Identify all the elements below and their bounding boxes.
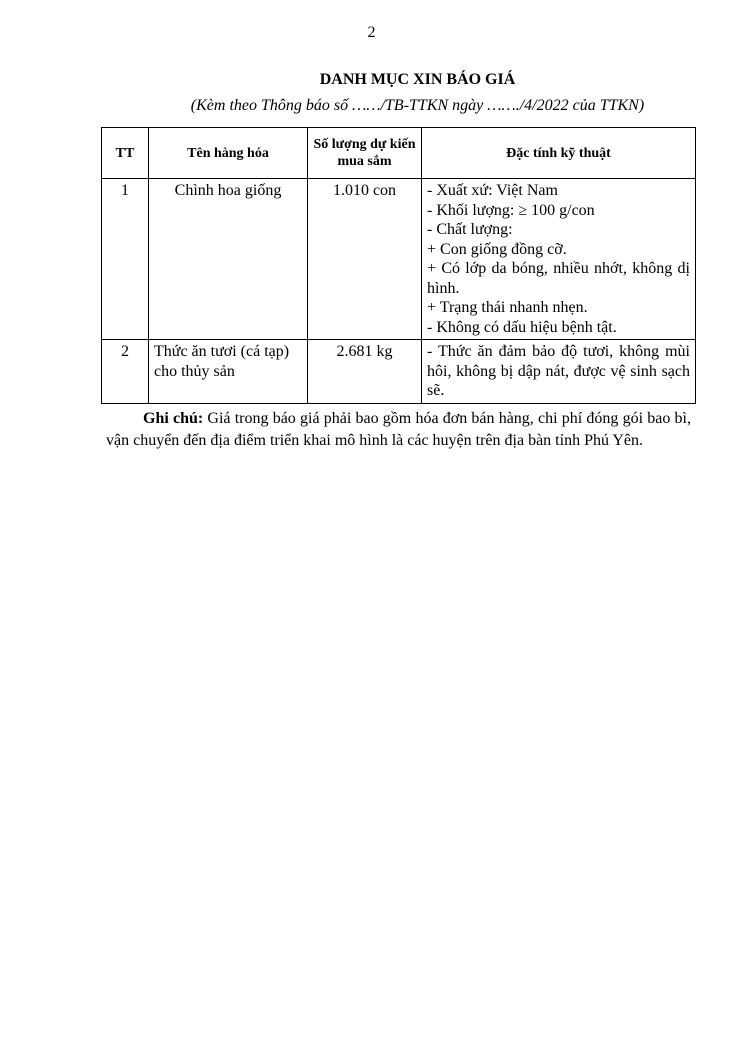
spec-line: - Chất lượng: [427, 221, 513, 238]
row-name: Chình hoa giống [149, 179, 308, 340]
page-number: 2 [367, 24, 376, 41]
note-text: Giá trong báo giá phải bao gồm hóa đơn bán hàng, chi phí đóng gói bao bì, vận chuyển đến địa điểm triển khai mô hình là các huyện trên địa bàn tỉnh Phú Yên. [106, 410, 691, 449]
header-tt: TT [102, 128, 149, 179]
document-title: DANH MỤC XIN BÁO GIÁ [319, 71, 516, 88]
document-subtitle: (Kèm theo Thông báo số ……/TB-TTKN ngày ……./4/2022 của TTKN) [190, 97, 645, 114]
row-tt: 2 [102, 340, 149, 404]
header-spec: Đặc tính kỹ thuật [422, 128, 696, 179]
note-label: Ghi chú: [143, 410, 204, 427]
row-qty: 2.681 kg [308, 340, 422, 404]
table-header-row [102, 128, 696, 179]
table-row [102, 179, 696, 340]
spec-line: + Trạng thái nhanh nhẹn. [427, 299, 588, 316]
row-tt: 1 [102, 179, 149, 340]
spec-line: - Không có dấu hiệu bệnh tật. [427, 318, 617, 336]
header-qty: Số lượng dự kiến mua sắm [308, 128, 422, 179]
spec-line: - Thức ăn đảm bảo độ tươi, không mùi hôi, không bị dập nát, được vệ sinh sạch sẽ. [427, 343, 690, 399]
row-name: Thức ăn tươi (cá tạp) cho thủy sản [149, 340, 308, 404]
row-spec [422, 179, 696, 340]
spec-line: + Có lớp da bóng, nhiều nhớt, không dị hình. [427, 260, 690, 297]
quote-table [101, 127, 696, 404]
row-qty: 1.010 con [308, 179, 422, 340]
table-row [102, 340, 696, 404]
note-paragraph [106, 408, 691, 451]
spec-line: + Con giống đồng cỡ. [427, 240, 567, 258]
spec-line: - Khối lượng: ≥ 100 g/con [427, 201, 595, 219]
spec-line: - Xuất xứ: Việt Nam [427, 182, 558, 199]
row-spec [422, 340, 696, 404]
header-name: Tên hàng hóa [149, 128, 308, 179]
